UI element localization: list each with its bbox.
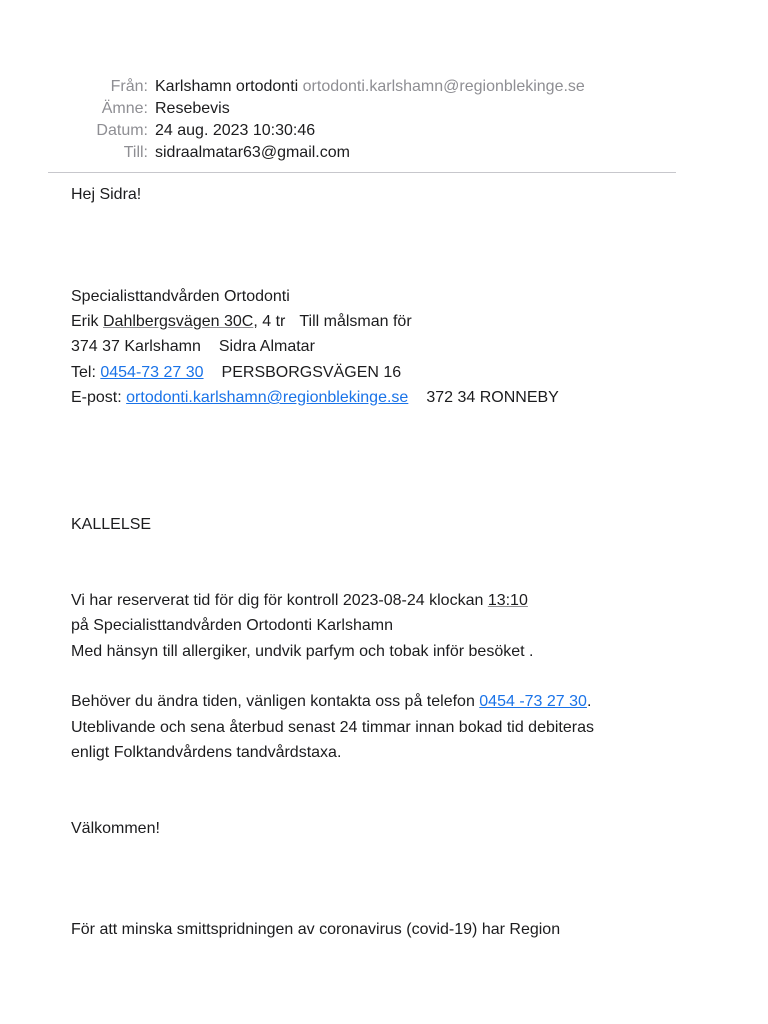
address-line-2	[71, 336, 315, 358]
email-label: E-post:	[71, 389, 127, 406]
recipient-name: Sidra Almatar	[218, 338, 315, 355]
appointment-line-2: på Specialisttandvården Ortodonti Karlshamn	[71, 617, 393, 634]
from-row	[0, 76, 768, 98]
date-label: Datum:	[96, 122, 148, 139]
appointment-line-3: Med hänsyn till allergiker, undvik parfym och tobak inför besöket .	[71, 643, 534, 660]
appointment-text: Vi har reserverat tid för dig för kontroll 2023-08-24 klockan	[71, 592, 488, 609]
sender-org: Specialisttandvården Ortodonti	[71, 288, 290, 305]
subject-value: Resebevis	[155, 100, 230, 117]
from-label: Från:	[110, 78, 148, 95]
from-value[interactable]	[155, 76, 585, 98]
date-row	[0, 120, 768, 142]
phone-link[interactable]: 0454-73 27 30	[100, 364, 204, 381]
welcome: Välkommen!	[71, 820, 160, 837]
email-link[interactable]: ortodonti.karlshamn@regionblekinge.se	[126, 389, 409, 406]
to-value[interactable]: sidraalmatar63@gmail.com	[155, 144, 350, 161]
recipient-city: 372 34 RONNEBY	[426, 389, 559, 406]
appointment-line-1	[71, 590, 528, 612]
change-line-1	[71, 691, 591, 713]
to-row	[0, 142, 768, 164]
covid-notice: För att minska smittspridningen av coronavirus (covid-19) har Region	[71, 921, 561, 938]
from-name[interactable]: Karlshamn ortodonti	[155, 78, 299, 95]
address-line-1	[71, 311, 412, 333]
street-address[interactable]: Dahlbergsvägen 30C	[103, 313, 254, 330]
date-value: 24 aug. 2023 10:30:46	[155, 122, 316, 139]
address-line-4	[71, 387, 559, 409]
from-email[interactable]: ortodonti.karlshamn@regionblekinge.se	[302, 78, 585, 95]
header-divider	[48, 172, 676, 173]
recipient-street: PERSBORGSVÄGEN 16	[221, 364, 402, 381]
recipient-guardian: Till målsman för	[299, 313, 412, 330]
subject-row	[0, 98, 768, 120]
mail-header	[0, 76, 768, 164]
street-suffix: , 4 tr	[253, 313, 286, 330]
phone-label: Tel:	[71, 364, 101, 381]
change-line-2: Uteblivande och sena återbud senast 24 timmar innan bokad tid debiteras	[71, 719, 594, 736]
address-line-3	[71, 362, 401, 384]
change-line-3: enligt Folktandvårdens tandvårdstaxa.	[71, 744, 342, 761]
appointment-time[interactable]: 13:10	[487, 592, 528, 609]
change-text: Behöver du ändra tiden, vänligen kontakta oss på telefon	[71, 693, 480, 710]
change-end: .	[586, 693, 592, 710]
change-phone-link[interactable]: 0454 -73 27 30	[479, 693, 587, 710]
greeting: Hej Sidra!	[71, 186, 142, 203]
street-prefix: Erik	[71, 313, 103, 330]
subject-label: Ämne:	[101, 100, 148, 117]
to-label: Till:	[123, 144, 148, 161]
sender-city: 374 37 Karlshamn	[71, 338, 201, 355]
letter-title: KALLELSE	[71, 516, 152, 533]
